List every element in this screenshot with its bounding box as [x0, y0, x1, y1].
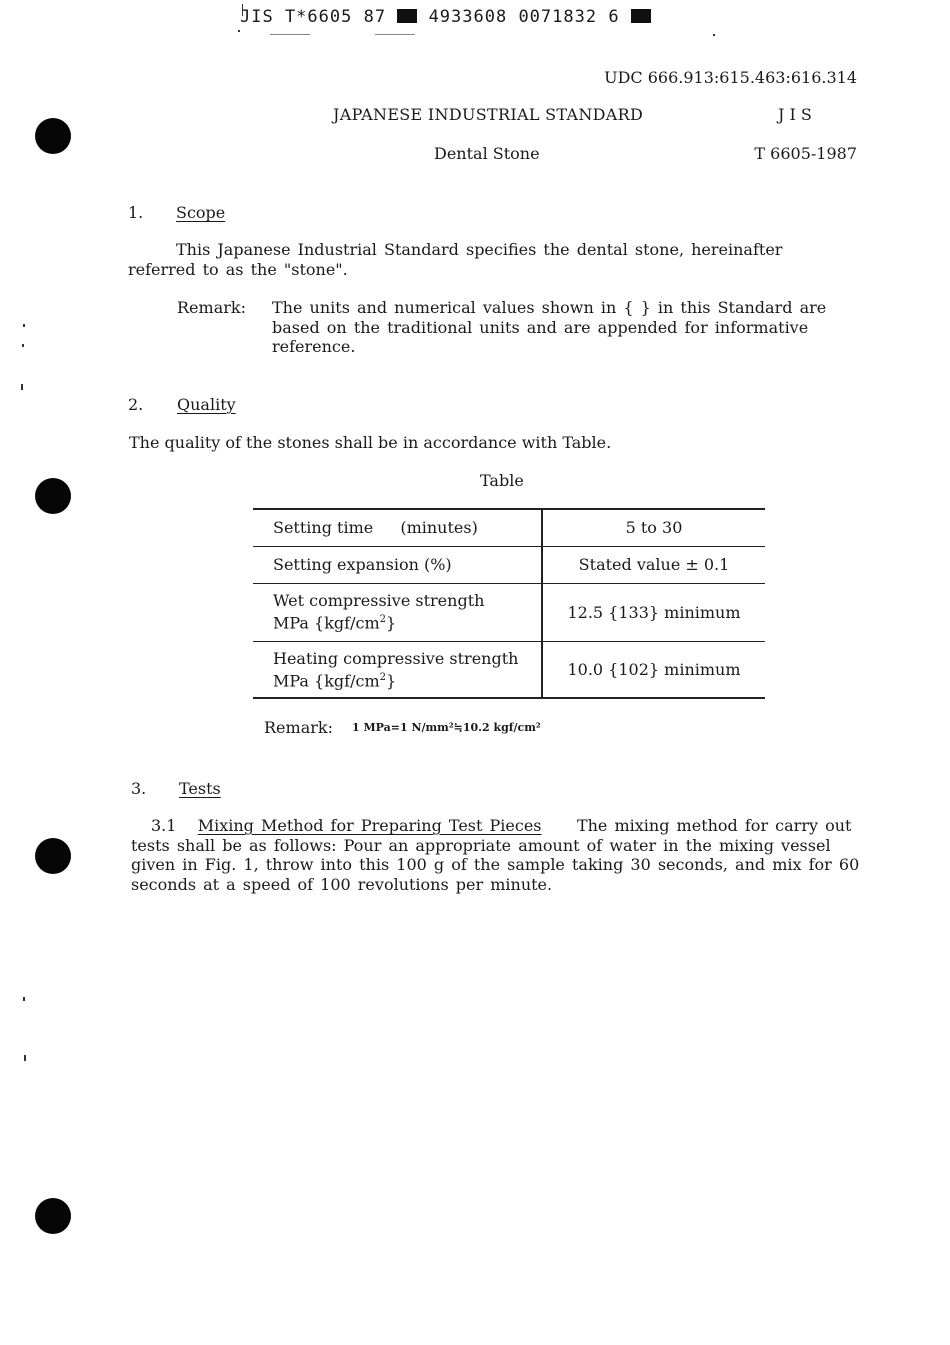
- subsection-body: The mixing method for carry out tests shall be as follows: Pour an appropriate amount of water in the mixing vessel given in Fig. 1, throw into this 100 g of the sample taking 30 seconds, and mix for 60 seconds at a speed of 100 revolutions per minute.: [131, 816, 860, 894]
- property-unit: MPa $\{kgf/cm^2\}$: [273, 613, 397, 633]
- section-title-scope: Scope: [176, 203, 226, 222]
- property-cell: [253, 546, 542, 583]
- value-cell: 5 to 30: [542, 509, 765, 546]
- punch-hole: [35, 478, 71, 514]
- standard-title: JAPANESE INDUSTRIAL STANDARD: [333, 105, 644, 124]
- table-caption: Table: [480, 471, 524, 490]
- subsection-number: 3.1: [151, 816, 177, 835]
- table-row: [253, 546, 765, 583]
- punch-hole: [35, 118, 71, 154]
- property-name: Heating compressive strength: [273, 648, 519, 668]
- subject-title: Dental Stone: [434, 144, 540, 163]
- redaction-bar: [397, 9, 417, 23]
- table-remark-label: Remark:: [264, 718, 333, 737]
- udc-code: UDC 666.913:615.463:616.314: [604, 68, 857, 87]
- value-cell: 10.0 {102} minimum: [542, 641, 765, 698]
- scan-mark: [21, 384, 23, 390]
- property-name: Wet compressive strength: [273, 591, 485, 611]
- scan-mark: [23, 324, 25, 327]
- punch-hole: [35, 838, 71, 874]
- property-name: Setting expansion: [273, 555, 419, 574]
- section-number: 3.: [131, 779, 147, 798]
- section-title-quality: Quality: [177, 395, 236, 414]
- scan-mark: [22, 344, 24, 347]
- property-unit: (minutes): [400, 518, 478, 538]
- punch-hole: [35, 1198, 71, 1234]
- redaction-bar: [631, 9, 651, 23]
- property-cell: [253, 509, 542, 546]
- scope-body: This Japanese Industrial Standard specifies the dental stone, hereinafter referred to as the "stone".: [128, 240, 783, 279]
- section-number: 1.: [128, 203, 144, 222]
- scope-remark-label: Remark:: [177, 298, 246, 317]
- table-row: [253, 641, 765, 698]
- standard-number: T 6605-1987: [754, 144, 857, 163]
- jis-mark: J I S: [778, 105, 812, 124]
- tests-subsection: [131, 816, 866, 894]
- property-unit: MPa $\{kgf/cm^2\}$: [273, 670, 397, 690]
- section-title-tests: Tests: [179, 779, 221, 798]
- header-code: [240, 7, 651, 27]
- property-cell: [253, 641, 542, 698]
- table-row: [253, 583, 765, 641]
- quality-table: [253, 508, 765, 699]
- property-name: Setting time: [273, 518, 374, 538]
- table-remark-text: 1 MPa=1 N/mm²≒10.2 kgf/cm²: [352, 721, 541, 734]
- value-cell: Stated value ± 0.1: [542, 546, 765, 583]
- scope-remark-text: The units and numerical values shown in { } in this Standard are based on the traditional units and are appended for informative reference.: [272, 298, 827, 356]
- property-cell: [253, 583, 542, 641]
- header-code-part1: JIS T*6605 87: [240, 7, 387, 27]
- property-unit: (%): [423, 555, 452, 574]
- header-code-part2: 4933608 0071832 6: [428, 7, 620, 27]
- quality-body: The quality of the stones shall be in accordance with Table.: [129, 433, 612, 452]
- scan-mark: [713, 34, 715, 36]
- scan-mark: [24, 1055, 26, 1061]
- table-row: [253, 509, 765, 546]
- section-number: 2.: [128, 395, 144, 414]
- value-cell: 12.5 {133} minimum: [542, 583, 765, 641]
- scan-mark: [238, 30, 240, 32]
- subsection-title: Mixing Method for Preparing Test Pieces: [197, 816, 542, 835]
- scan-mark: [270, 34, 310, 35]
- scan-mark: [375, 34, 415, 35]
- scan-mark: [23, 997, 25, 1001]
